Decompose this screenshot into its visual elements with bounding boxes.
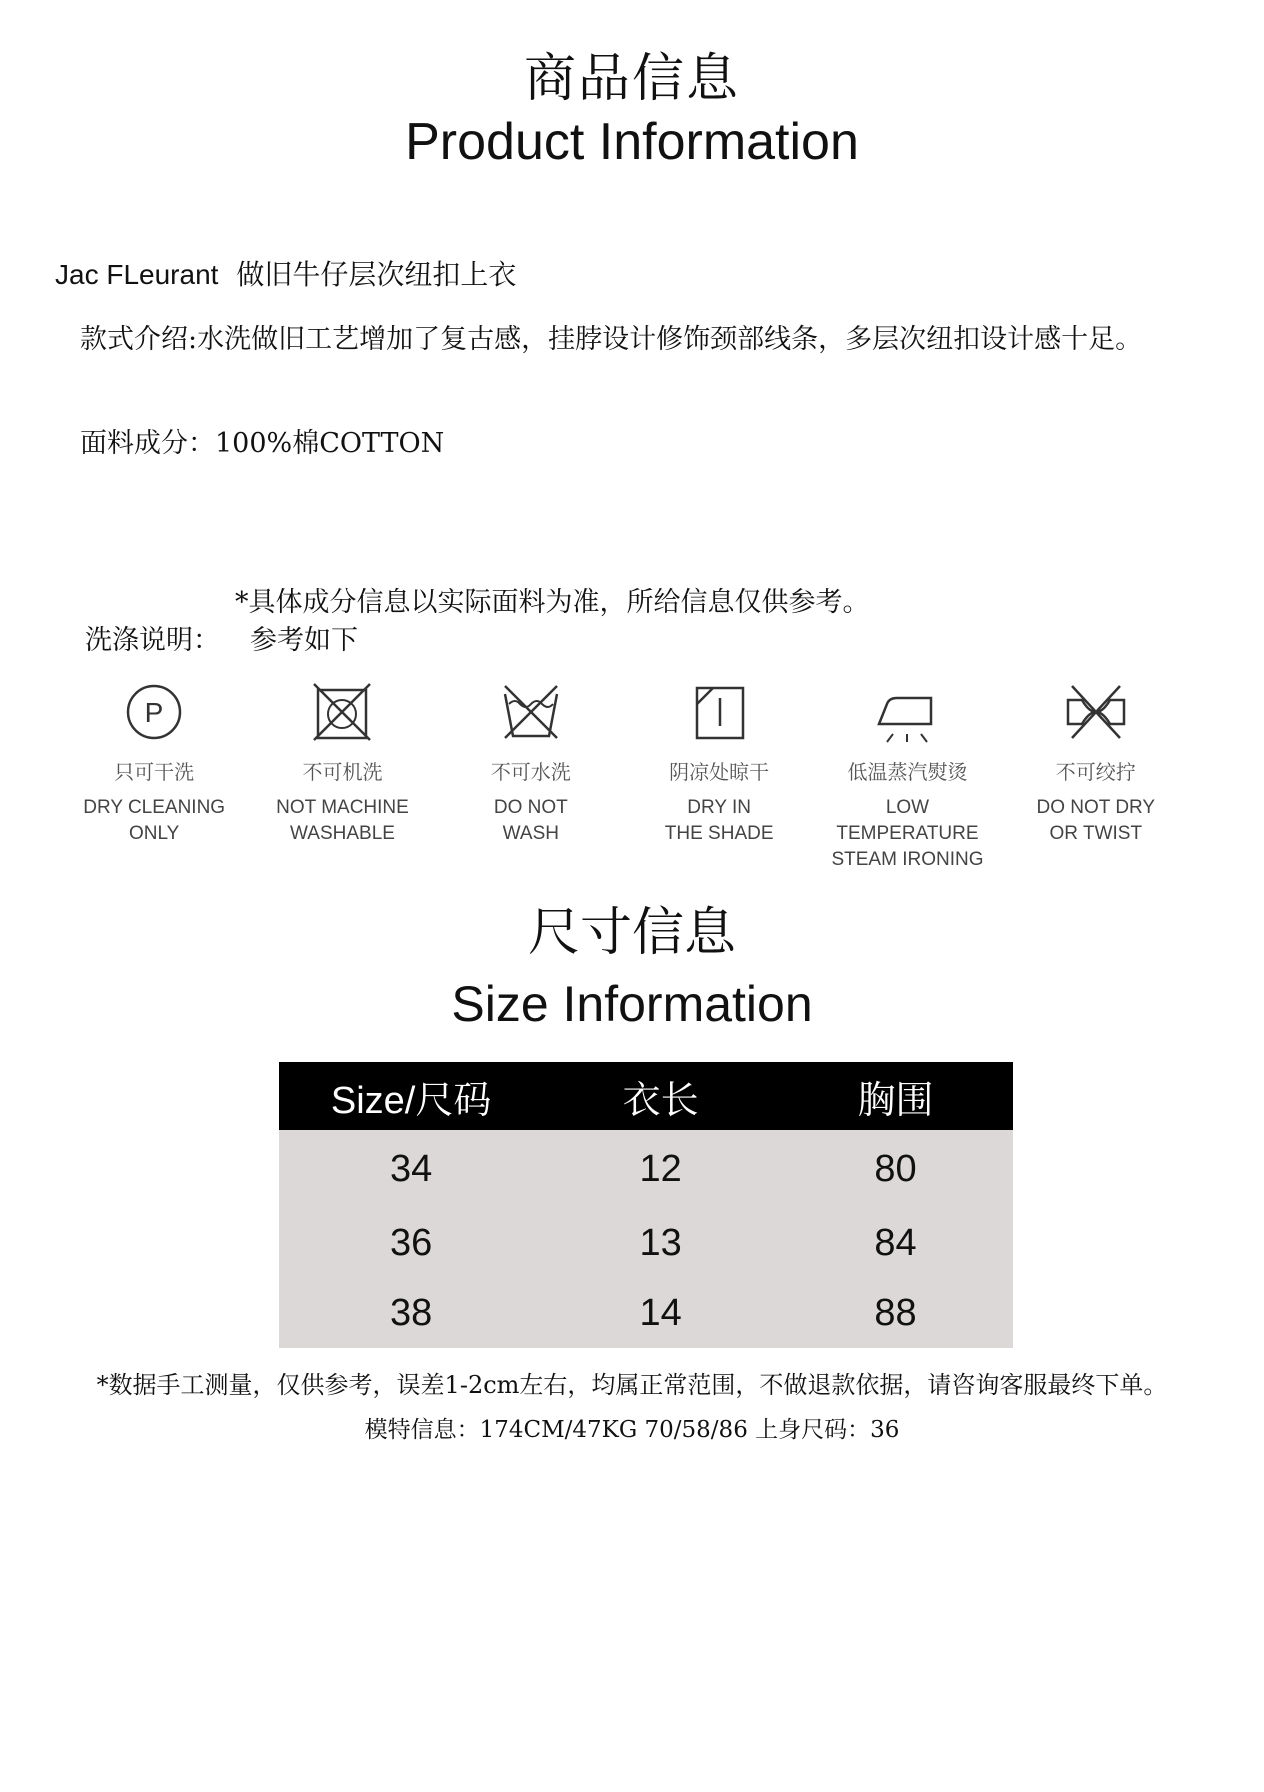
product-name: 做旧牛仔层次纽扣上衣 — [236, 258, 517, 291]
care-label-text: 洗涤说明： — [85, 625, 220, 656]
care-en-label: DRY IN THE SHADE — [664, 797, 774, 844]
size-table — [279, 1062, 1013, 1348]
care-en-label: DO NOT DRY OR TWIST — [1036, 797, 1156, 844]
size-cell: 34 — [279, 1130, 543, 1208]
size-cell: 36 — [279, 1208, 543, 1278]
product-info-title-cn: 商品信息 — [523, 49, 740, 109]
brand-name: Jac FLeurant — [55, 259, 219, 290]
model-info: 模特信息：174CM/47KG 70/58/86 上身尺码：36 — [364, 1417, 900, 1443]
care-icons-row — [60, 680, 1190, 873]
care-ref-text: 参考如下 — [250, 625, 358, 656]
fabric-composition: 面料成分：100%棉COTTON — [80, 428, 445, 459]
fabric-note: *具体成分信息以实际面料为准，所给信息仅供参考。 — [235, 587, 870, 618]
care-cn-label: 不可机洗 — [302, 760, 383, 784]
care-cn-label: 阴凉处晾干 — [669, 760, 770, 784]
header-bust: 胸围 — [778, 1062, 1013, 1130]
table-row — [279, 1130, 1013, 1208]
table-row — [279, 1278, 1013, 1348]
dry-shade-icon — [687, 680, 751, 744]
care-item-no-machine-wash — [248, 680, 436, 873]
low-steam-iron-icon — [875, 680, 939, 744]
care-item-low-steam-iron — [813, 680, 1001, 873]
care-en-label: NOT MACHINE WASHABLE — [276, 797, 409, 844]
length-cell: 12 — [543, 1130, 778, 1208]
care-instructions-label — [85, 618, 358, 657]
care-en-label: DRY CLEANING ONLY — [83, 797, 226, 844]
care-cn-label: 不可绞拧 — [1055, 760, 1136, 784]
dry-clean-icon — [122, 680, 186, 744]
size-info-title-cn: 尺寸信息 — [527, 903, 736, 963]
bust-cell: 80 — [778, 1130, 1013, 1208]
size-info-title-en: Size Information — [451, 976, 813, 1032]
care-cn-label: 只可干洗 — [114, 760, 195, 784]
no-wash-icon — [499, 680, 563, 744]
length-cell: 13 — [543, 1208, 778, 1278]
size-cell: 38 — [279, 1278, 543, 1348]
svg-text:P: P — [144, 697, 164, 728]
care-item-dry-clean — [60, 680, 248, 873]
header-length: 衣长 — [543, 1062, 778, 1130]
care-item-no-wash — [437, 680, 625, 873]
bust-cell: 88 — [778, 1278, 1013, 1348]
no-machine-wash-icon — [310, 680, 374, 744]
size-table-header — [279, 1062, 1013, 1130]
care-en-label: DO NOT WASH — [493, 797, 568, 844]
care-item-no-wring — [1002, 680, 1190, 873]
no-wring-icon — [1064, 680, 1128, 744]
length-cell: 14 — [543, 1278, 778, 1348]
header-size: Size/尺码 — [279, 1062, 543, 1130]
style-intro: 款式介绍:水洗做旧工艺增加了复古感，挂脖设计修饰颈部线条，多层次纽扣设计感十足。 — [80, 324, 1143, 355]
measurement-disclaimer: *数据手工测量，仅供参考，误差1-2cm左右，均属正常范围，不做退款依据，请咨询客服最终下单。 — [96, 1371, 1168, 1399]
brand-line — [55, 253, 516, 293]
care-item-dry-shade — [625, 680, 813, 873]
care-en-label: LOW TEMPERATURE STEAM IRONING — [831, 797, 984, 870]
care-cn-label: 低温蒸汽熨烫 — [847, 760, 968, 784]
product-info-title-en: Product Information — [405, 113, 859, 171]
table-row — [279, 1208, 1013, 1278]
care-cn-label: 不可水洗 — [490, 760, 571, 784]
bust-cell: 84 — [778, 1208, 1013, 1278]
